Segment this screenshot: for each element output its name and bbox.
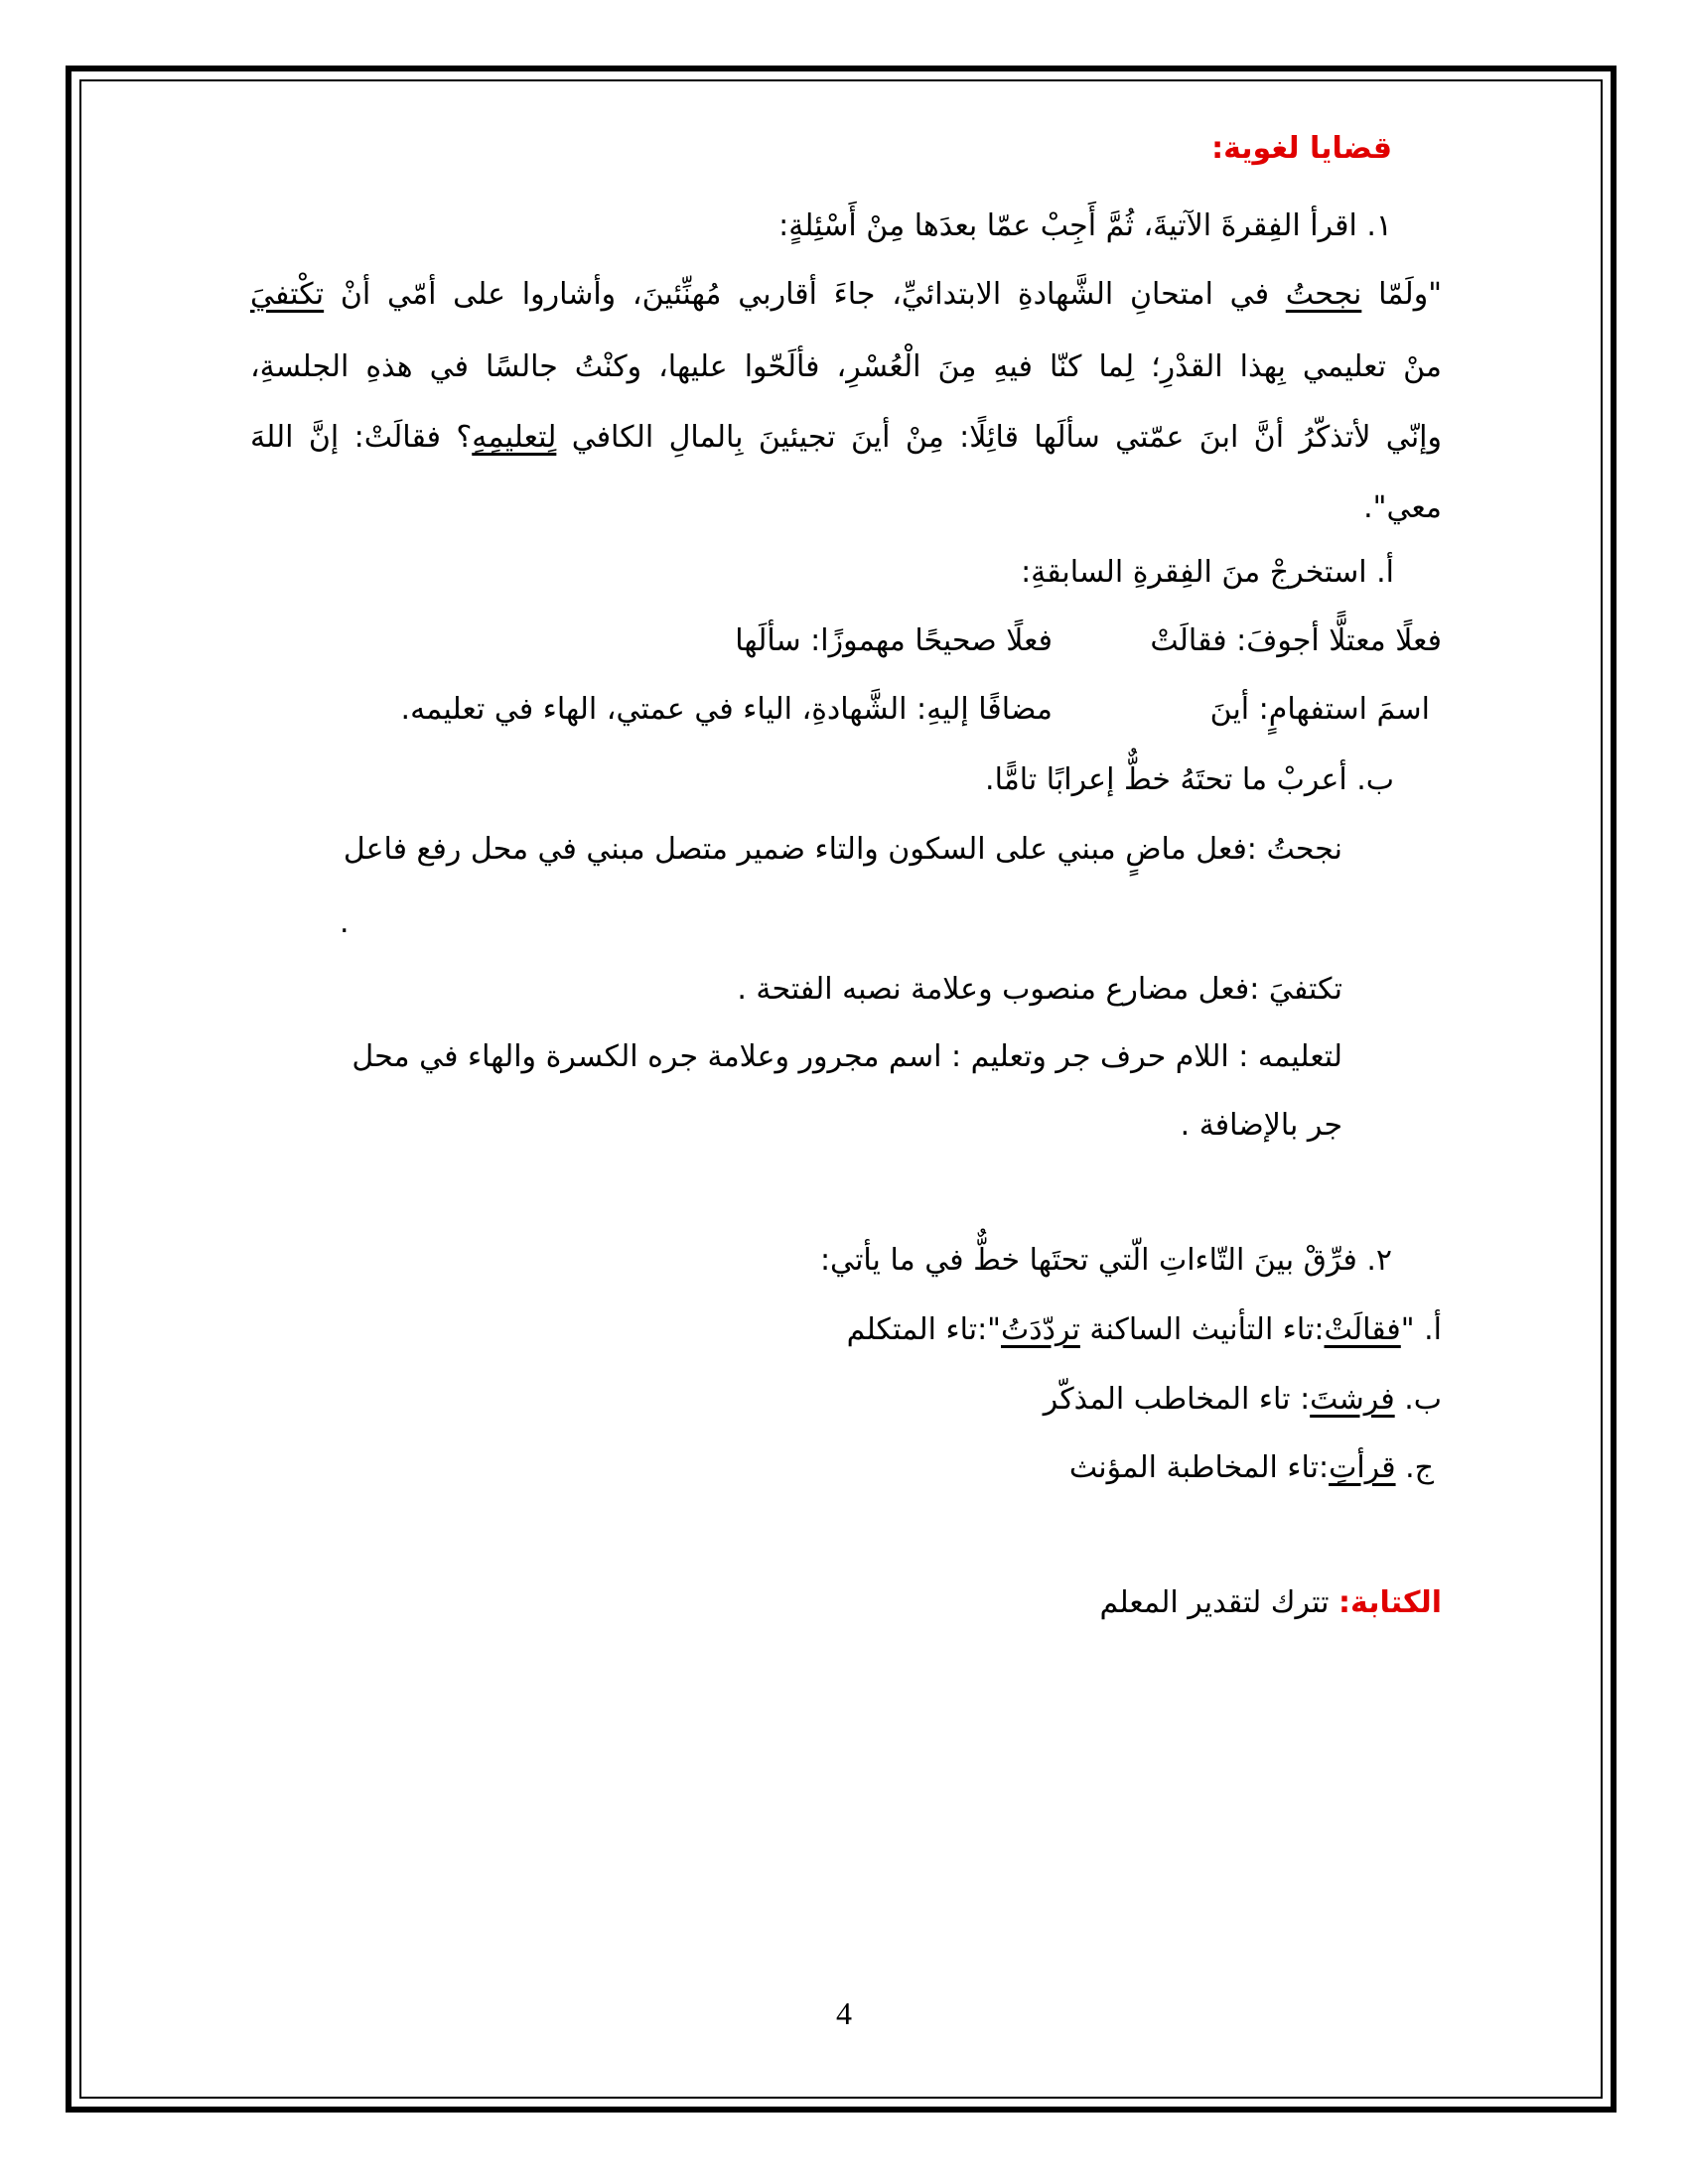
- q2-prompt: ٢. فرِّقْ بينَ التّاءاتِ الّتي تحتَها خطٌّ في ما يأتي:: [819, 1243, 1392, 1278]
- q1-a-answer-2a: اسمَ استفهامٍ: أينَ: [1209, 692, 1430, 727]
- item-text: ج.: [1395, 1450, 1434, 1485]
- q1-b-answer-1-dot: .: [340, 905, 350, 940]
- underlined-word-qara-ti: قرأتِ: [1329, 1450, 1396, 1485]
- q2-item-a: [847, 1310, 1442, 1350]
- underlined-word-najahtu: نجحتُ: [1285, 277, 1362, 312]
- q1-a-answer-1b: فعلًا صحيحًا مهموزًا: سألَها: [735, 623, 1053, 658]
- q1-prompt: ١. اقرأ الفِقرةَ الآتيةَ، ثُمَّ أَجِبْ عمّا بعدَها مِنْ أَسْئِلةٍ:: [778, 208, 1392, 243]
- q1-a-answer-1a: فعلًا معتلًّا أجوفَ: فقالَتْ: [1150, 623, 1442, 658]
- q2-item-b: [1044, 1380, 1442, 1420]
- q1-paragraph-line-3: [250, 418, 1442, 458]
- underlined-word-taktafiya: تكْتفيَ: [250, 277, 325, 312]
- para-text: ؟ فقالَتْ: إنَّ اللهَ: [250, 420, 473, 455]
- q1-b-answer-3: لتعليمه : اللام حرف جر وتعليم : اسم مجرور وعلامة جره الكسرة والهاء في محل: [352, 1039, 1342, 1074]
- item-text: : تاء المخاطب المذكّر: [1043, 1382, 1311, 1417]
- q1-a-label: أ. استخرجْ منَ الفِقرةِ السابقةِ:: [1021, 555, 1394, 590]
- q1-paragraph-line-4: معي".: [1363, 490, 1442, 525]
- item-text: أ. ": [1400, 1312, 1442, 1347]
- underlined-word-taraddadtu: تردّدَتُ: [1001, 1312, 1080, 1347]
- item-text: ":تاء المتكلم: [846, 1312, 1001, 1347]
- q1-b-label: ب. أعربْ ما تحتَهُ خطٌّ إعرابًا تامًّا.: [985, 762, 1394, 797]
- para-text: في امتحانِ الشَّهادةِ الابتدائيِّ، جاءَ أقاربي مُهنِّئينَ، وأشاروا على أمّي أنْ: [324, 277, 1286, 312]
- writing-text: تترك لتقدير المعلم: [1099, 1585, 1339, 1620]
- item-text: :تاء التأنيث الساكنة: [1079, 1312, 1325, 1347]
- underlined-word-farashta: فرشتَ: [1310, 1382, 1395, 1417]
- item-text: :تاء المخاطبة المؤنث: [1068, 1450, 1330, 1485]
- page-number: 4: [836, 1995, 852, 2031]
- para-text: "ولَمّا: [1361, 277, 1442, 312]
- writing-section: [1100, 1583, 1442, 1623]
- writing-label: الكتابة:: [1338, 1585, 1442, 1620]
- q1-b-answer-4: جر بالإضافة .: [1180, 1108, 1342, 1143]
- section-title: قضايا لغوية:: [1211, 131, 1392, 166]
- q1-paragraph-line-1: [250, 275, 1442, 315]
- underlined-word-faqalat: فقالَتْ: [1324, 1312, 1401, 1347]
- q1-a-answer-2b: مضافًا إليهِ: الشَّهادةِ، الياء في عمتي، الهاء في تعليمه.: [400, 692, 1053, 727]
- q1-b-answer-1: نجحتُ :فعل ماضٍ مبني على السكون والتاء ضمير متصل مبني في محل رفع فاعل: [343, 832, 1342, 867]
- q2-item-c: [1069, 1448, 1434, 1488]
- q1-b-answer-2: تكتفيَ :فعل مضارع منصوب وعلامة نصبه الفتحة .: [737, 972, 1342, 1007]
- para-text: وإنّي لأتذكّرُ أنَّ ابنَ عمّتي سألَها قائِلًا: مِنْ أينَ تجيئينَ بِالمالِ الكافي: [556, 420, 1442, 455]
- item-text: ب.: [1394, 1382, 1442, 1417]
- q1-paragraph-line-2: منْ تعليمي بِهذا القدْرِ؛ لِما كنّا فيهِ مِنَ الْعُسْرِ، فألَحّوا عليها، وكنْتُ جالسًا في هذهِ الجلسةِ،: [250, 349, 1442, 384]
- underlined-word-lital3imihi: لِتعليمِهِ: [472, 420, 557, 455]
